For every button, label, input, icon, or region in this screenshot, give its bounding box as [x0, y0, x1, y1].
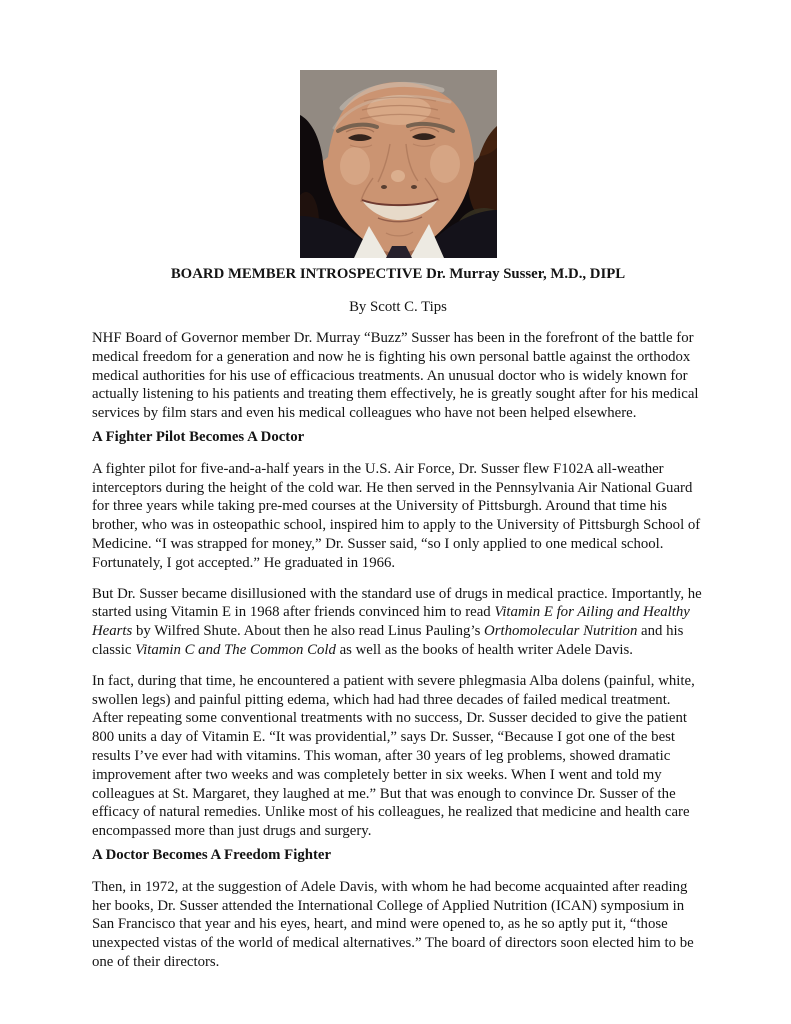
paragraph-intro: NHF Board of Governor member Dr. Murray “Buzz” Susser has been in the forefront of the battle for medical freedom for a generation and now he is fighting his own personal battle against the orthodox medical authorities for his use of efficacious treatments. An unusual doctor who is widely known for actually listening to his patients and treating them effectively, he is greatly sought after for his medical services by film stars and even his medical colleagues who have not been helped elsewhere.: [92, 330, 699, 422]
portrait-photo: [300, 70, 497, 258]
section-heading-freedom-fighter: A Doctor Becomes A Freedom Fighter: [92, 846, 332, 863]
book-title-vitamin-c: Vitamin C and The Common Cold: [135, 641, 336, 658]
paragraph-vitamins: [92, 585, 704, 660]
paragraph-patient-case: In fact, during that time, he encountered a patient with severe phlegmasia Alba dolens (painful, white, swollen legs) and painful pitting edema, which had had three decades of failed medical treatment. After repeating some conventional treatments with no success, Dr. Susser decided to give the patient 800 units a day of Vitamin E. “It was providential,” says Dr. Susser, “Because I got one of the best results I’ve ever had with vitamins. This woman, after 30 years of leg problems, showed dramatic improvement after two weeks and was completely better in six weeks. When I went and told my colleagues at St. Margaret, they laughed at me.” But that was enough to convince Dr. Susser of the efficacy of natural remedies. Unlike most of his colleagues, he realized that medicine and health care encompassed more than just drugs and surgery.: [92, 672, 695, 840]
book-title-vitamin-e: Vitamin E for Ailing and Healthy Hearts: [92, 604, 690, 640]
article-title: BOARD MEMBER INTROSPECTIVE Dr. Murray Susser, M.D., DIPL: [170, 266, 626, 282]
book-title-orthomolecular-nutrition: Orthomolecular Nutrition: [484, 623, 638, 640]
paragraph-ican: Then, in 1972, at the suggestion of Adele Davis, with whom he had become acquainted after reading her books, Dr. Susser attended the International College of Applied Nutrition (ICAN) symposium in San Francisco that year and his eyes, heart, and mind were opened to, as he so aptly put it, “those unexpected vistas of the world of medical alternatives.” The board of directors soon elected him to be one of their directors.: [92, 878, 694, 970]
portrait-illustration: [300, 70, 497, 258]
text-run: by Wilfred Shute. About then he also read Linus Pauling’s: [132, 623, 485, 640]
byline: By Scott C. Tips: [349, 299, 447, 315]
text-run: and his classic: [92, 623, 684, 658]
paragraph-air-force: A fighter pilot for five-and-a-half years in the U.S. Air Force, Dr. Susser flew F102A all-weather interceptors during the height of the cold war. He then served in the Pennsylvania Air National Guard for three years while taking pre-med courses at the University of Pittsburgh. Around that time his brother, who was in osteopathic school, inspired him to apply to the University of Pittsburgh School of Medicine. “I was strapped for money,” Dr. Susser said, “so I only applied to one medical school. Fortunately, I got accepted.” He graduated in 1966.: [92, 460, 701, 571]
text-run: But Dr. Susser became disillusioned with the standard use of drugs in medical practice. Importantly, he started using Vitamin E in 1968 after friends convinced him to read: [92, 585, 702, 621]
section-heading-fighter-pilot: A Fighter Pilot Becomes A Doctor: [92, 428, 305, 445]
text-run: as well as the books of health writer Adele Davis.: [335, 641, 633, 658]
